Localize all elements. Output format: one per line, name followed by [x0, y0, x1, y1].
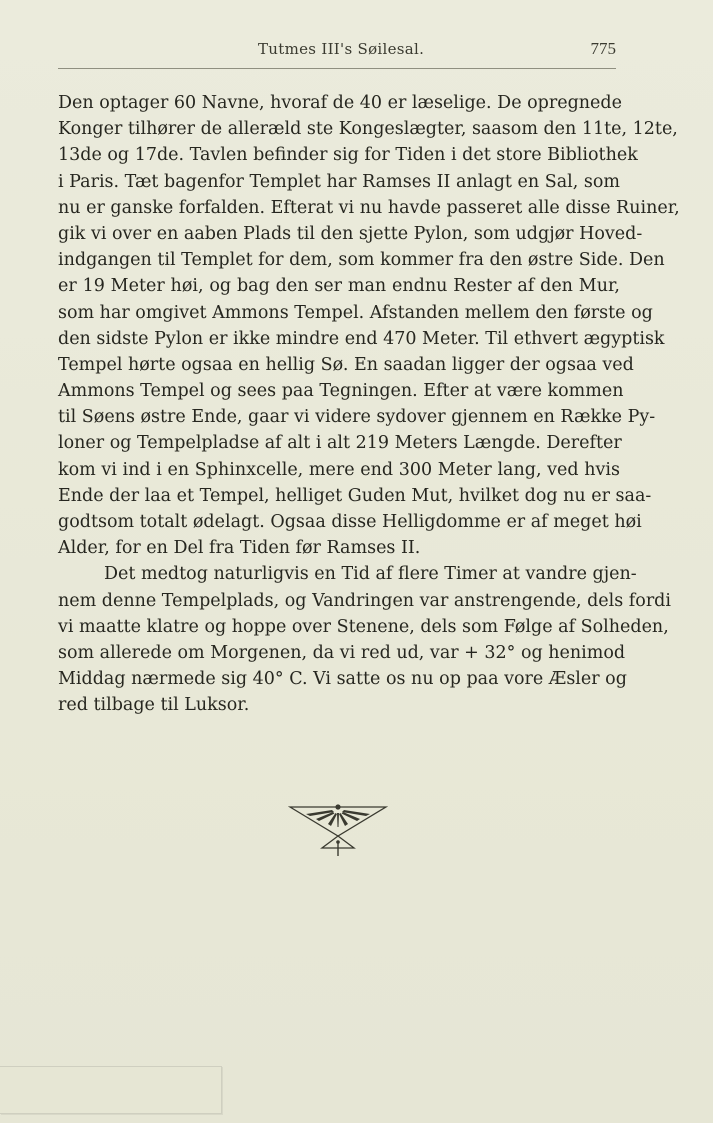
text-line: som har omgivet Ammons Tempel. Afstanden mellem den første og [58, 302, 653, 323]
text-line: den sidste Pylon er ikke mindre end 470 Meter. Til ethvert ægyptisk [58, 328, 665, 349]
text-line: Det medtog naturligvis en Tid af flere Timer at vandre gjen- [104, 564, 637, 585]
text-line: 13de og 17de. Tavlen befinder sig for Tiden i det store Bibliothek [58, 145, 638, 166]
body-text [58, 90, 680, 719]
text-line: Middag nærmede sig 40° C. Vi satte os nu op paa vore Æsler og [58, 669, 627, 690]
text-line: godtsom totalt ødelagt. Ogsaa disse Helligdomme er af meget høi [58, 512, 642, 532]
text-line: Ende der laa et Tempel, helliget Guden Mut, hvilket dog nu er saa- [58, 485, 652, 506]
library-label-patch [0, 1066, 222, 1114]
text-line: red tilbage til Luksor. [58, 695, 250, 716]
text-line: Konger tilhører de alleræld ste Kongeslægter, saasom den 11te, 12te, [58, 119, 678, 140]
text-line: i Paris. Tæt bagenfor Templet har Ramses II anlagt en Sal, som [58, 171, 620, 192]
page-number: 775 [590, 39, 616, 58]
text-line: Alder, for en Del fra Tiden før Ramses II. [58, 538, 421, 559]
winged-sun-ornament-icon [288, 800, 388, 858]
text-line: loner og Tempelpladse af alt i alt 219 Meters Længde. Derefter [58, 433, 622, 454]
running-header [58, 38, 616, 69]
text-line: nu er ganske forfalden. Efterat vi nu havde passeret alle disse Ruiner, [58, 197, 680, 218]
text-line: vi maatte klatre og hoppe over Stenene, dels som Følge af Solheden, [58, 616, 669, 637]
running-title: Tutmes III's Søilesal. [258, 40, 425, 58]
text-line: gik vi over en aaben Plads til den sjette Pylon, som udgjør Hoved- [58, 223, 643, 244]
paragraph-1 [58, 90, 680, 561]
text-line: er 19 Meter høi, og bag den ser man endnu Rester af den Mur, [58, 276, 620, 297]
text-line: kom vi ind i en Sphinxcelle, mere end 300 Meter lang, ved hvis [58, 459, 620, 480]
text-line: til Søens østre Ende, gaar vi videre sydover gjennem en Række Py- [58, 407, 656, 428]
text-line: Tempel hørte ogsaa en hellig Sø. En saadan ligger der ogsaa ved [58, 354, 634, 375]
text-line: Ammons Tempel og sees paa Tegningen. Efter at være kommen [58, 381, 624, 402]
text-line: indgangen til Templet for dem, som kommer fra den østre Side. Den [58, 250, 665, 271]
paragraph-2 [58, 561, 671, 718]
text-line: som allerede om Morgenen, da vi red ud, var + 32° og henimod [58, 642, 626, 663]
text-line: nem denne Tempelplads, og Vandringen var anstrengende, dels fordi [58, 590, 671, 611]
text-line: Den optager 60 Navne, hvoraf de 40 er læselige. De opregnede [58, 93, 622, 113]
